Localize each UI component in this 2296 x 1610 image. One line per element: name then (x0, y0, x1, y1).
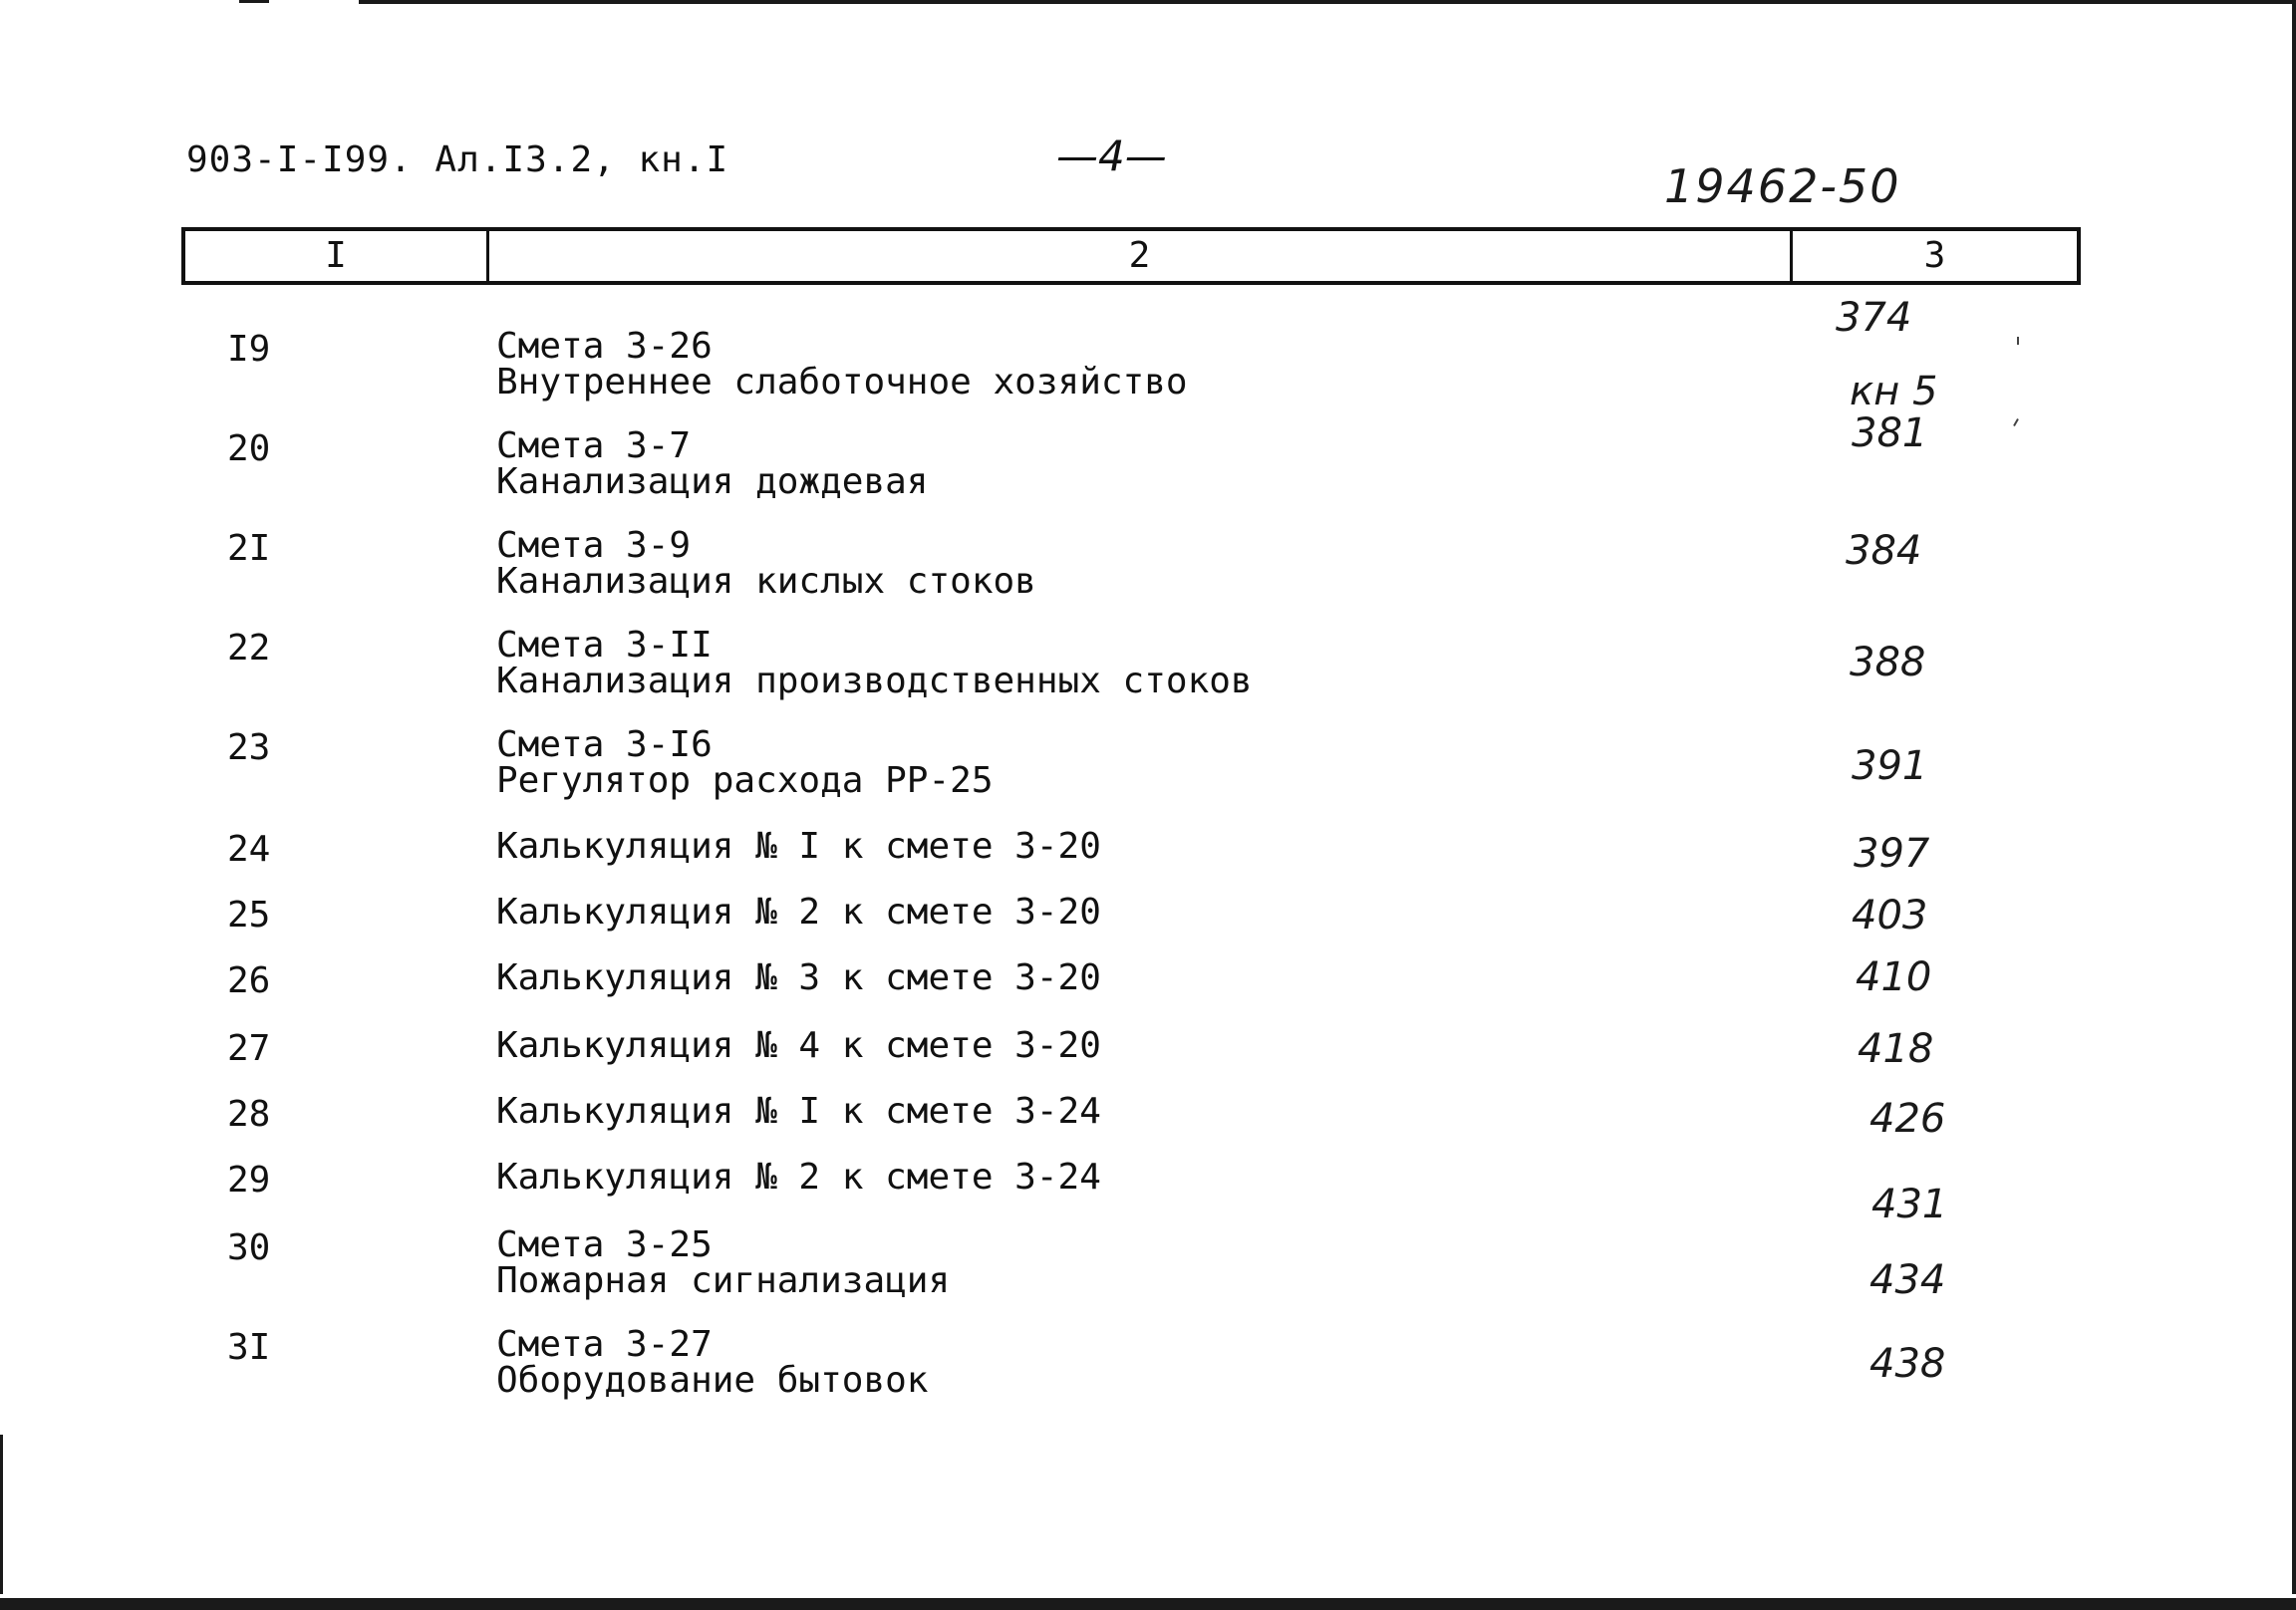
row-title: Смета 3-7 (496, 425, 692, 466)
scan-speck (2013, 418, 2019, 426)
row-page: 374 (1836, 295, 1912, 341)
row-subtitle: Оборудование бытовок (496, 1360, 929, 1401)
row-title: Смета 3-II (496, 625, 713, 666)
row-title: Смета 3-9 (496, 525, 692, 566)
row-number: 2I (227, 528, 271, 569)
row-title: Калькуляция № 4 к смете 3-20 (496, 1025, 1101, 1066)
row-number: 25 (227, 895, 271, 936)
row-subtitle: Канализация производственных стоков (496, 661, 1253, 701)
column-header-page: 3 (1923, 235, 1946, 276)
row-subtitle: Регулятор расхода РР-25 (496, 760, 994, 801)
row-page: 434 (1869, 1257, 1946, 1303)
row-title: Смета 3-25 (496, 1224, 713, 1265)
row-page: 381 (1852, 410, 1928, 456)
row-title: Калькуляция № 2 к смете 3-20 (496, 892, 1101, 933)
row-subtitle: Канализация дождевая (496, 461, 929, 502)
handwritten-note: кн 5 (1850, 369, 1938, 414)
row-page: 403 (1852, 893, 1928, 939)
row-title: Калькуляция № I к смете 3-20 (496, 826, 1101, 867)
row-number: 27 (227, 1028, 271, 1069)
row-title: Калькуляция № 3 к смете 3-20 (496, 957, 1101, 998)
row-page: 391 (1852, 743, 1928, 789)
document-code: 903-I-I99. Ал.I3.2, кн.I (186, 139, 729, 180)
row-page: 384 (1846, 528, 1922, 574)
column-header-number: I (325, 235, 347, 276)
row-number: 26 (227, 960, 271, 1001)
row-page: 397 (1854, 831, 1930, 877)
row-number: 30 (227, 1227, 271, 1268)
row-page: 388 (1850, 640, 1926, 685)
scan-edge-top (359, 0, 2296, 4)
row-number: 3I (227, 1327, 271, 1368)
row-number: 28 (227, 1094, 271, 1135)
row-number: 20 (227, 428, 271, 469)
page-number: —4— (1056, 132, 1167, 180)
row-subtitle: Канализация кислых стоков (496, 561, 1036, 602)
row-page: 438 (1869, 1341, 1946, 1387)
row-page: 431 (1871, 1182, 1948, 1227)
row-title: Калькуляция № I к смете 3-24 (496, 1091, 1101, 1132)
scan-edge-top-left (239, 0, 269, 3)
row-title: Смета 3-26 (496, 326, 713, 367)
row-number: I9 (227, 329, 271, 370)
row-title: Калькуляция № 2 к смете 3-24 (496, 1157, 1101, 1198)
scan-edge-left (0, 1435, 3, 1594)
row-subtitle: Внутреннее слаботочное хозяйство (496, 362, 1188, 402)
row-number: 24 (227, 829, 271, 870)
scan-edge-bottom (0, 1598, 2296, 1610)
row-title: Смета 3-27 (496, 1324, 713, 1365)
scan-speck (2017, 337, 2019, 345)
row-subtitle: Пожарная сигнализация (496, 1260, 951, 1301)
row-number: 23 (227, 727, 271, 768)
row-title: Смета 3-I6 (496, 724, 713, 765)
row-page: 410 (1856, 954, 1932, 1000)
row-number: 22 (227, 628, 271, 669)
archive-number: 19462-50 (1664, 159, 1901, 213)
table-header (181, 227, 2081, 285)
row-number: 29 (227, 1160, 271, 1201)
scan-edge-right (2292, 0, 2296, 1594)
row-page: 418 (1858, 1026, 1934, 1072)
column-header-title: 2 (1128, 235, 1151, 276)
row-page: 426 (1869, 1096, 1946, 1142)
